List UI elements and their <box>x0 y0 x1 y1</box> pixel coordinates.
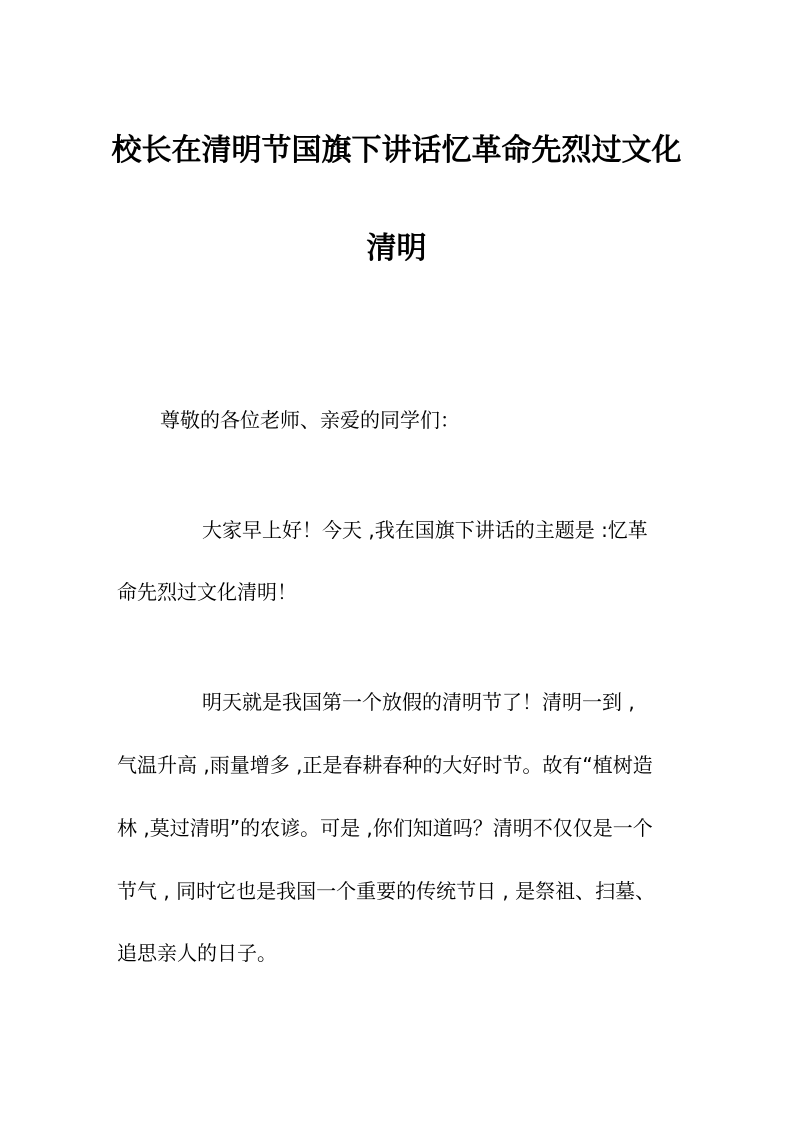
paragraph-2-line-5: 追思亲人的日子。 <box>117 941 277 965</box>
paragraph-2-line-4: 节气 , 同时它也是我国一个重要的传统节日 , 是祭祖、扫墓、 <box>117 879 656 903</box>
paragraph-1-line-2: 命先烈过文化清明！ <box>117 580 297 604</box>
paragraph-2-line-3: 林 ,莫过清明”的农谚。可是 ,你们知道吗？清明不仅仅是一个 <box>117 816 653 840</box>
paragraph-2-line-1: 明天就是我国第一个放假的清明节了！清明一到 , <box>202 690 635 714</box>
document-title-line-2: 清明 <box>366 231 427 266</box>
paragraph-2-line-2: 气温升高 ,雨量增多 ,正是春耕春种的大好时节。故有“植树造 <box>117 753 653 777</box>
document-title-line-1: 校长在清明节国旗下讲话忆革命先烈过文化 <box>111 133 682 168</box>
salutation: 尊敬的各位老师、亲爱的同学们： <box>160 408 460 432</box>
paragraph-1-line-1: 大家早上好！今天 ,我在国旗下讲话的主题是 :忆革 <box>202 518 648 542</box>
